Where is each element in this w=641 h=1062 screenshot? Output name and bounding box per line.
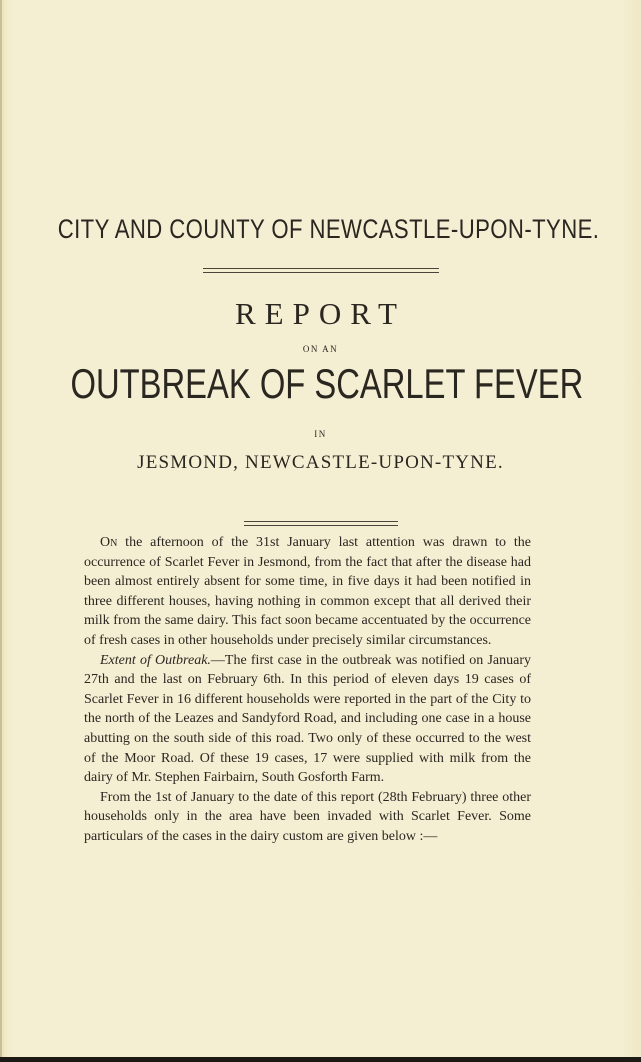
paragraph-3: From the 1st of January to the date of this report (28th February) three other households only in the area have been invaded with Scarlet Fever. Some particulars of the cases in the dairy custom are given below :— [84, 789, 531, 844]
page-left-edge [0, 0, 2, 1062]
in-label: IN [314, 429, 327, 439]
report-title: REPORT [235, 296, 406, 331]
double-rule-middle [244, 521, 398, 526]
location-heading: JESMOND, NEWCASTLE-UPON-TYNE. [137, 452, 504, 473]
city-county-heading: CITY AND COUNTY OF NEWCASTLE-UPON-TYNE. [57, 214, 600, 244]
extent-of-outbreak-heading: Extent of Outbreak. [100, 652, 211, 668]
paragraph-1-text: the afternoon of the 31st January last attention was drawn to the occurrence of Scarlet Fever in Jesmond, from the fact that after the disease had been almost entirely absent for some time, in five days it had been notified in three different houses, having nothing in common except that all derived their milk from the same dairy. This fact soon became accentuated by the occurrence of fresh cases in other households under precisely similar circumstances. [84, 535, 531, 648]
on-an-label: ON AN [302, 344, 339, 354]
page-bottom-band [0, 1057, 641, 1062]
paragraph-2-text: —The first case in the outbreak was notified on January 27th and the last on February 6th. In this period of eleven days 19 cases of Scarlet Fever in 16 different households were reported in the part of the City to the north of the Leazes and Sandyford Road, and including one case in a house abutting on the south side of this road. Two only of these occurred to the west of the Moor Road. Of these 19 cases, 17 were supplied with milk from the dairy of Mr. Stephen Fairbairn, South Gosforth Farm. [84, 652, 531, 786]
paragraph-1-first-word: On [100, 535, 118, 550]
double-rule-top [203, 268, 439, 273]
paragraph-1 [84, 533, 531, 651]
report-body [84, 533, 531, 847]
outbreak-title: OUTBREAK OF SCARLET FEVER [70, 360, 584, 407]
paragraph-2 [84, 651, 531, 788]
